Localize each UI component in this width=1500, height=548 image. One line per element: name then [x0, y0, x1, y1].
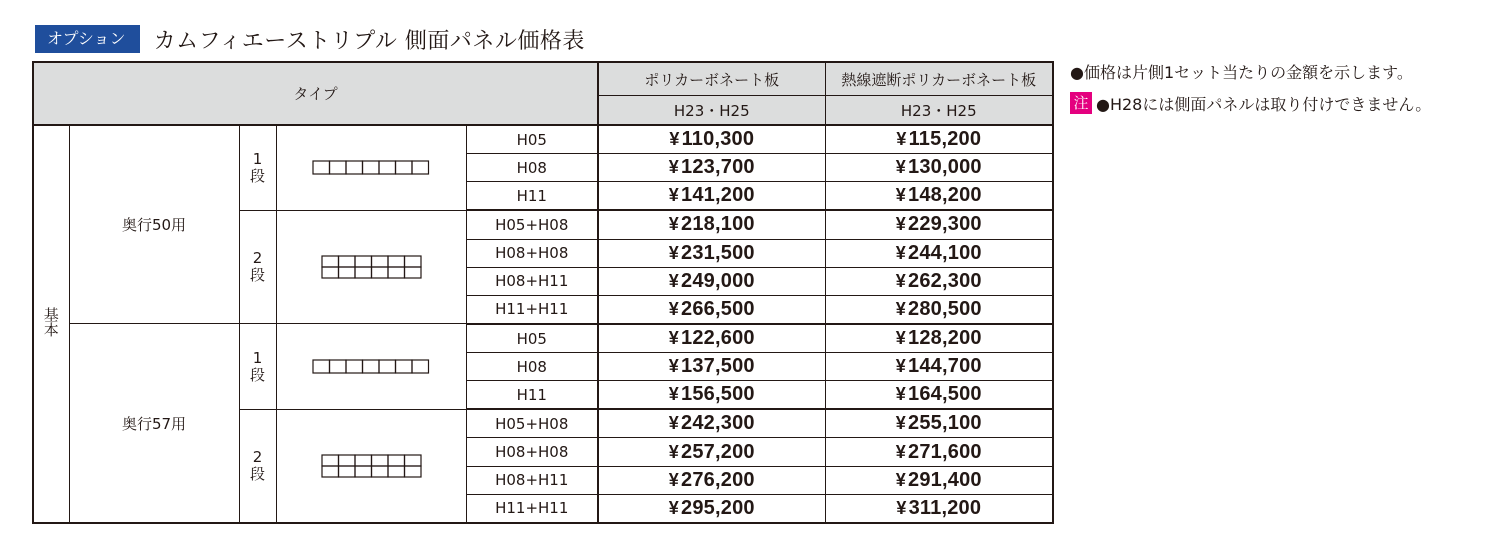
heat-shield-price — [825, 409, 1053, 438]
heat-shield-polycarbonate-header: 熱線遮断ポリカーボネート板 — [825, 62, 1053, 96]
panel-cell — [313, 161, 330, 174]
heat-shield-price — [825, 125, 1053, 154]
panel-diagram-cell — [276, 324, 466, 409]
yen-sign: ¥ — [895, 214, 907, 235]
yen-sign: ¥ — [895, 242, 907, 263]
height-label: H11 — [466, 381, 598, 410]
panel-cell — [388, 466, 405, 477]
polycarbonate-price — [598, 409, 825, 438]
polycarbonate-price — [598, 438, 825, 466]
panel-cell — [330, 161, 347, 174]
panel-cell — [404, 455, 421, 466]
note-price-per-set: ●価格は片側1セット当たりの金額を示します。 — [1070, 63, 1413, 82]
yen-sign: ¥ — [668, 157, 680, 178]
panel-cell — [313, 360, 330, 373]
panel-cell — [363, 360, 380, 373]
price-value: 262,300 — [908, 269, 982, 292]
price-value: 110,300 — [681, 128, 755, 151]
yen-sign: ¥ — [896, 129, 907, 150]
panel-cell — [322, 455, 339, 466]
yen-sign: ¥ — [668, 356, 680, 377]
heat-shield-price — [825, 210, 1053, 239]
price-value: 164,500 — [908, 383, 982, 406]
height-label: H08+H11 — [466, 466, 598, 494]
price-value: 266,500 — [681, 297, 755, 320]
stage-label: 1 段 — [239, 125, 276, 210]
height-label: H08 — [466, 353, 598, 381]
price-table-body — [33, 125, 1053, 523]
panel-cell — [404, 267, 421, 278]
polycarbonate-price — [598, 267, 825, 295]
polycarbonate-price — [598, 381, 825, 410]
panel-cell — [412, 360, 429, 373]
panel-cell — [371, 455, 388, 466]
heat-shield-price — [825, 494, 1053, 523]
price-value: 249,000 — [681, 269, 755, 292]
two-tier-panel-diagram — [321, 255, 422, 279]
panel-cell — [355, 466, 372, 477]
price-value: 280,500 — [908, 297, 982, 320]
price-value: 128,200 — [908, 327, 982, 349]
polycarbonate-price — [598, 494, 825, 523]
heat-shield-price — [825, 324, 1053, 353]
yen-sign: ¥ — [668, 469, 680, 490]
yen-sign: ¥ — [668, 270, 680, 291]
stage-label: 2 段 — [239, 409, 276, 523]
yen-sign: ¥ — [668, 242, 680, 263]
yen-sign: ¥ — [668, 497, 680, 518]
price-value: 115,200 — [908, 128, 982, 151]
panel-cell — [404, 256, 421, 267]
panel-cell — [346, 360, 363, 373]
yen-sign: ¥ — [895, 441, 907, 462]
category-cell — [33, 125, 69, 523]
height-label: H11+H11 — [466, 295, 598, 324]
yen-sign: ¥ — [896, 497, 907, 518]
category-label: 基本 — [41, 307, 60, 337]
stage-label: 1 段 — [239, 324, 276, 409]
price-value: 122,600 — [681, 327, 755, 349]
price-value: 257,200 — [681, 440, 755, 463]
note-h28 — [1070, 90, 1431, 116]
yen-sign: ¥ — [668, 384, 680, 405]
notes — [1070, 60, 1431, 116]
height-label: H11 — [466, 182, 598, 211]
panel-cell — [355, 267, 372, 278]
price-table — [32, 61, 1054, 524]
polycarbonate-price — [598, 125, 825, 154]
price-value: 255,100 — [908, 412, 982, 435]
heat-shield-price — [825, 353, 1053, 381]
panel-cell — [412, 161, 429, 174]
heat-shield-price — [825, 154, 1053, 182]
table-row — [33, 324, 1053, 353]
yen-sign: ¥ — [895, 298, 907, 319]
panel-cell — [338, 267, 355, 278]
height-label: H08 — [466, 154, 598, 182]
heat-shield-price — [825, 438, 1053, 466]
polycarbonate-price — [598, 154, 825, 182]
panel-cell — [322, 267, 339, 278]
one-tier-panel-diagram — [312, 359, 430, 374]
polycarbonate-price — [598, 466, 825, 494]
table-row — [33, 125, 1053, 154]
yen-sign: ¥ — [895, 328, 907, 348]
type-header: タイプ — [33, 62, 598, 125]
height-label: H05+H08 — [466, 210, 598, 239]
depth-label: 奥行57用 — [69, 324, 239, 523]
height-label: H05 — [466, 324, 598, 353]
height-label: H05+H08 — [466, 409, 598, 438]
page-title: カムフィエーストリプル 側面パネル価格表 — [153, 28, 585, 54]
price-value: 242,300 — [681, 412, 755, 435]
polycarbonate-price — [598, 239, 825, 267]
yen-sign: ¥ — [668, 185, 680, 206]
price-value: 148,200 — [908, 184, 982, 207]
height-label: H05 — [466, 125, 598, 154]
yen-sign: ¥ — [669, 129, 680, 150]
heat-shield-price — [825, 239, 1053, 267]
yen-sign: ¥ — [895, 356, 907, 377]
price-value: 123,700 — [681, 156, 755, 179]
panel-cell — [379, 360, 396, 373]
heat-shield-price — [825, 267, 1053, 295]
panel-cell — [388, 256, 405, 267]
price-value: 295,200 — [681, 496, 755, 519]
price-value: 244,100 — [908, 241, 982, 264]
yen-sign: ¥ — [895, 384, 907, 405]
height-label: H08+H08 — [466, 438, 598, 466]
panel-cell — [338, 256, 355, 267]
panel-cell — [396, 360, 413, 373]
stage-label: 2 段 — [239, 210, 276, 324]
polycarbonate-price — [598, 210, 825, 239]
polycarbonate-price — [598, 353, 825, 381]
price-value: 231,500 — [681, 241, 755, 264]
panel-cell — [338, 455, 355, 466]
panel-diagram-cell — [276, 210, 466, 324]
panel-cell — [346, 161, 363, 174]
panel-cell — [355, 256, 372, 267]
polycarbonate-price — [598, 295, 825, 324]
price-value: 156,500 — [681, 383, 755, 406]
yen-sign: ¥ — [895, 270, 907, 291]
price-value: 229,300 — [908, 213, 982, 236]
heat-shield-price — [825, 381, 1053, 410]
two-tier-panel-diagram — [321, 454, 422, 478]
heat-shield-subheader: H23・H25 — [825, 96, 1053, 126]
panel-cell — [396, 161, 413, 174]
panel-cell — [355, 455, 372, 466]
polycarbonate-subheader: H23・H25 — [598, 96, 825, 126]
yen-sign: ¥ — [668, 214, 680, 235]
price-value: 130,000 — [908, 156, 982, 179]
price-value: 218,100 — [681, 213, 755, 236]
panel-diagram-cell — [276, 125, 466, 210]
heat-shield-price — [825, 466, 1053, 494]
yen-sign: ¥ — [668, 328, 680, 348]
yen-sign: ¥ — [668, 413, 680, 434]
polycarbonate-header: ポリカーボネート板 — [598, 62, 825, 96]
polycarbonate-price — [598, 182, 825, 211]
height-label: H08+H11 — [466, 267, 598, 295]
price-value: 144,700 — [908, 355, 982, 378]
yen-sign: ¥ — [895, 413, 907, 434]
panel-cell — [388, 455, 405, 466]
price-value: 291,400 — [908, 468, 982, 491]
height-label: H08+H08 — [466, 239, 598, 267]
panel-cell — [322, 466, 339, 477]
yen-sign: ¥ — [895, 185, 907, 206]
panel-cell — [371, 466, 388, 477]
panel-cell — [371, 256, 388, 267]
polycarbonate-price — [598, 324, 825, 353]
heat-shield-price — [825, 295, 1053, 324]
price-value: 137,500 — [681, 355, 755, 378]
depth-label: 奥行50用 — [69, 125, 239, 324]
price-value: 311,200 — [908, 496, 982, 519]
panel-cell — [371, 267, 388, 278]
option-badge: オプション — [35, 25, 140, 53]
price-value: 141,200 — [681, 184, 755, 207]
panel-diagram-cell — [276, 409, 466, 523]
yen-sign: ¥ — [895, 469, 907, 490]
heat-shield-price — [825, 182, 1053, 211]
panel-cell — [404, 466, 421, 477]
yen-sign: ¥ — [668, 441, 680, 462]
note-h28-text: ●H28には側面パネルは取り付けできません。 — [1096, 94, 1432, 114]
table-heading — [35, 24, 585, 54]
price-value: 276,200 — [681, 468, 755, 491]
one-tier-panel-diagram — [312, 160, 430, 175]
panel-cell — [379, 161, 396, 174]
panel-cell — [388, 267, 405, 278]
panel-cell — [322, 256, 339, 267]
yen-sign: ¥ — [895, 157, 907, 178]
price-value: 271,600 — [908, 440, 982, 463]
panel-cell — [330, 360, 347, 373]
panel-cell — [363, 161, 380, 174]
panel-cell — [338, 466, 355, 477]
height-label: H11+H11 — [466, 494, 598, 523]
yen-sign: ¥ — [668, 298, 680, 319]
note-badge: 注 — [1070, 92, 1092, 114]
